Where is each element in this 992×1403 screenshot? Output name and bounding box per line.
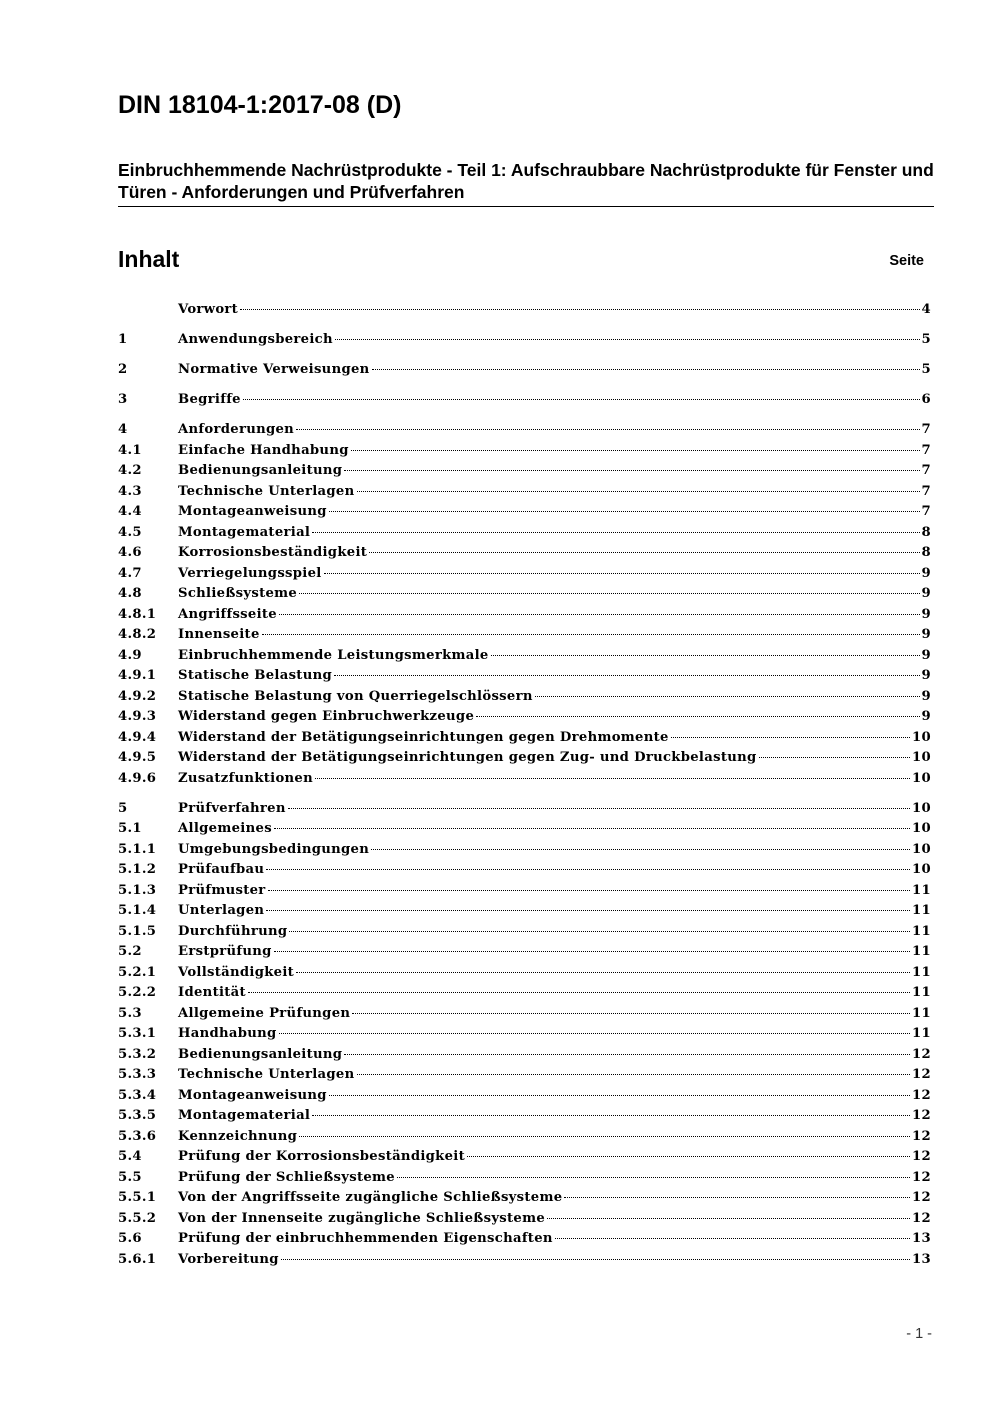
toc-entry-number: 5.6.1 xyxy=(118,1251,157,1267)
document-id: DIN 18104-1:2017-08 (D) xyxy=(118,91,402,119)
toc-entry-page: 11 xyxy=(912,923,931,939)
toc-entry-title: Widerstand der Betätigungseinrichtungen gegen Drehmomente xyxy=(178,729,669,745)
toc-entry-title: Zusatzfunktionen xyxy=(178,770,314,786)
toc-leader-dots xyxy=(296,429,919,430)
toc-entry-number: 4.6 xyxy=(118,545,142,560)
toc-entry-page: 10 xyxy=(912,841,931,857)
toc-entry-page: 11 xyxy=(912,1026,931,1041)
toc-entry-page: 7 xyxy=(921,463,931,478)
toc-entry-number: 2 xyxy=(118,362,128,377)
toc-entry[interactable] xyxy=(118,1127,931,1148)
toc-entry[interactable] xyxy=(118,1045,931,1066)
toc-leader-dots xyxy=(296,972,910,973)
toc-entry-page: 12 xyxy=(912,1210,931,1226)
toc-entry-page: 13 xyxy=(912,1231,931,1246)
toc-entry[interactable] xyxy=(118,922,931,943)
toc-entry-title: Einfache Handhabung xyxy=(178,442,349,458)
toc-entry-title: Prüfmuster xyxy=(178,882,266,898)
toc-entry[interactable] xyxy=(118,728,931,749)
toc-leader-dots xyxy=(547,1218,910,1219)
toc-entry-title: Handhabung xyxy=(178,1026,277,1041)
toc-entry-number: 5.5.1 xyxy=(118,1190,157,1205)
toc-leader-dots xyxy=(369,552,919,553)
toc-leader-dots xyxy=(371,849,910,850)
toc-entry-number: 5.1.3 xyxy=(118,882,157,898)
toc-entry[interactable] xyxy=(118,584,931,605)
table-of-contents xyxy=(118,300,931,1270)
toc-entry-title: Montageanweisung xyxy=(178,1087,327,1103)
toc-leader-dots xyxy=(329,511,920,512)
toc-entry[interactable] xyxy=(118,1024,931,1045)
toc-entry[interactable] xyxy=(118,963,931,984)
toc-entry-title: Umgebungsbedingungen xyxy=(178,841,370,857)
toc-entry-page: 12 xyxy=(912,1087,931,1103)
toc-entry[interactable] xyxy=(118,1086,931,1107)
toc-entry-page: 9 xyxy=(921,688,931,704)
toc-entry[interactable] xyxy=(118,687,931,708)
toc-entry[interactable] xyxy=(118,1065,931,1086)
toc-entry[interactable] xyxy=(118,441,931,462)
toc-entry[interactable] xyxy=(118,543,931,564)
toc-entry-number: 4.1 xyxy=(118,442,142,458)
toc-entry-page: 10 xyxy=(912,821,931,836)
toc-entry-title: Normative Verweisungen xyxy=(178,362,370,377)
toc-entry-page: 12 xyxy=(912,1108,931,1123)
toc-entry-page: 12 xyxy=(912,1067,931,1082)
toc-entry-number: 1 xyxy=(118,332,128,347)
toc-leader-dots xyxy=(324,573,920,574)
toc-entry-number: 5.1.5 xyxy=(118,923,157,939)
toc-leader-dots xyxy=(372,369,920,370)
toc-leader-dots xyxy=(491,655,920,656)
toc-leader-dots xyxy=(357,1074,911,1075)
toc-entry-page: 12 xyxy=(912,1149,931,1164)
toc-entry-title: Prüfung der einbruchhemmenden Eigenschaften xyxy=(178,1231,553,1246)
toc-entry-number: 5.4 xyxy=(118,1149,142,1164)
toc-entry-number: 5.2.2 xyxy=(118,985,157,1000)
toc-entry-title: Allgemeine Prüfungen xyxy=(178,1005,351,1021)
toc-entry-page: 10 xyxy=(912,729,931,745)
toc-entry-number: 4.8.1 xyxy=(118,606,157,622)
toc-leader-dots xyxy=(329,1095,910,1096)
toc-entry-title: Prüfung der Korrosionsbeständigkeit xyxy=(178,1149,466,1164)
toc-entry-title: Innenseite xyxy=(178,627,260,642)
toc-entry-title: Schließsysteme xyxy=(178,586,298,601)
toc-leader-dots xyxy=(535,696,920,697)
toc-entry-title: Verriegelungsspiel xyxy=(178,565,322,581)
toc-entry-page: 10 xyxy=(912,770,931,786)
toc-entry[interactable] xyxy=(118,942,931,963)
toc-entry[interactable] xyxy=(118,983,931,1004)
toc-entry[interactable] xyxy=(118,1229,931,1250)
toc-entry[interactable] xyxy=(118,769,931,790)
toc-entry[interactable] xyxy=(118,840,931,861)
toc-entry[interactable] xyxy=(118,819,931,840)
title-divider xyxy=(118,206,934,207)
toc-entry-title: Allgemeines xyxy=(178,821,272,836)
toc-entry-page: 10 xyxy=(912,750,931,765)
toc-entry-page: 11 xyxy=(912,882,931,898)
toc-leader-dots xyxy=(352,1013,910,1014)
toc-entry-number: 5.3.3 xyxy=(118,1067,157,1082)
toc-entry-title: Prüfverfahren xyxy=(178,800,286,816)
toc-entry-page: 13 xyxy=(912,1251,931,1267)
toc-leader-dots xyxy=(281,1259,910,1260)
toc-entry-title: Von der Angriffsseite zugängliche Schließsysteme xyxy=(178,1190,563,1205)
toc-entry-number: 4.8.2 xyxy=(118,627,157,642)
toc-entry-title: Anforderungen xyxy=(178,422,295,437)
toc-entry-number: 5.6 xyxy=(118,1231,142,1246)
toc-entry[interactable] xyxy=(118,707,931,728)
toc-leader-dots xyxy=(467,1156,910,1157)
toc-entry[interactable] xyxy=(118,1168,931,1189)
toc-entry[interactable] xyxy=(118,300,931,321)
toc-entry-title: Vollständigkeit xyxy=(178,964,295,980)
toc-entry-number: 3 xyxy=(118,392,128,407)
toc-leader-dots xyxy=(476,716,919,717)
page-column-label: Seite xyxy=(889,253,924,269)
toc-entry[interactable] xyxy=(118,360,931,381)
toc-heading: Inhalt xyxy=(118,246,180,272)
toc-leader-dots xyxy=(312,1115,910,1116)
toc-entry-title: Statische Belastung xyxy=(178,668,332,683)
toc-entry[interactable] xyxy=(118,1004,931,1025)
toc-entry-page: 9 xyxy=(921,586,931,601)
toc-leader-dots xyxy=(262,634,920,635)
toc-leader-dots xyxy=(299,1136,910,1137)
toc-entry-number: 5.3.1 xyxy=(118,1026,157,1041)
toc-entry-page: 9 xyxy=(921,606,931,622)
toc-entry-title: Prüfaufbau xyxy=(178,862,265,877)
toc-leader-dots xyxy=(671,737,910,738)
toc-entry-title: Prüfung der Schließsysteme xyxy=(178,1169,395,1185)
toc-entry-number: 4.9.1 xyxy=(118,668,157,683)
toc-entry[interactable] xyxy=(118,523,931,544)
toc-entry-page: 9 xyxy=(921,668,931,683)
toc-entry[interactable] xyxy=(118,605,931,626)
toc-entry[interactable] xyxy=(118,625,931,646)
toc-entry[interactable] xyxy=(118,461,931,482)
toc-entry-number: 5.3.4 xyxy=(118,1087,157,1103)
toc-entry-number: 5.5.2 xyxy=(118,1210,157,1226)
toc-entry[interactable] xyxy=(118,1147,931,1168)
toc-entry-page: 12 xyxy=(912,1169,931,1185)
toc-entry-title: Angriffsseite xyxy=(178,606,277,622)
toc-entry-page: 9 xyxy=(921,647,931,663)
toc-entry[interactable] xyxy=(118,748,931,769)
toc-entry-page: 7 xyxy=(921,483,931,499)
toc-entry-title: Widerstand der Betätigungseinrichtungen gegen Zug- und Druckbelastung xyxy=(178,750,757,765)
toc-entry-number: 5.3.5 xyxy=(118,1108,157,1123)
toc-entry-page: 8 xyxy=(921,545,931,560)
toc-entry-title: Von der Innenseite zugängliche Schließsysteme xyxy=(178,1210,546,1226)
toc-leader-dots xyxy=(299,593,919,594)
toc-entry-number: 5.2 xyxy=(118,944,142,959)
toc-leader-dots xyxy=(555,1238,910,1239)
toc-leader-dots xyxy=(274,828,910,829)
toc-entry-page: 12 xyxy=(912,1046,931,1062)
toc-entry-page: 10 xyxy=(912,862,931,877)
toc-entry-title: Widerstand gegen Einbruchwerkzeuge xyxy=(178,709,475,724)
toc-entry-page: 9 xyxy=(921,709,931,724)
toc-entry-number: 4.7 xyxy=(118,565,142,581)
toc-leader-dots xyxy=(248,992,910,993)
toc-leader-dots xyxy=(335,339,920,340)
toc-entry-title: Identität xyxy=(178,985,246,1000)
toc-leader-dots xyxy=(315,778,910,779)
toc-entry[interactable] xyxy=(118,1250,931,1271)
toc-leader-dots xyxy=(243,399,920,400)
toc-entry-title: Korrosionsbeständigkeit xyxy=(178,545,368,560)
toc-entry-title: Bedienungsanleitung xyxy=(178,463,343,478)
toc-leader-dots xyxy=(312,532,919,533)
toc-entry-title: Kennzeichnung xyxy=(178,1128,298,1144)
toc-entry-number: 5.3 xyxy=(118,1005,142,1021)
toc-entry[interactable] xyxy=(118,1209,931,1230)
document-title: Einbruchhemmende Nachrüstprodukte - Teil 1: Aufschraubbare Nachrüstprodukte für Fenster und Türen - Anforderungen und Prüfverfahren xyxy=(118,160,934,202)
toc-entry-title: Einbruchhemmende Leistungsmerkmale xyxy=(178,647,489,663)
toc-entry-number: 4.2 xyxy=(118,463,142,478)
toc-entry-title: Erstprüfung xyxy=(178,944,272,959)
toc-entry-title: Anwendungsbereich xyxy=(178,332,333,347)
toc-leader-dots xyxy=(344,1054,910,1055)
toc-entry[interactable] xyxy=(118,881,931,902)
toc-entry-page: 8 xyxy=(921,524,931,540)
toc-entry-title: Vorbereitung xyxy=(178,1251,279,1267)
toc-leader-dots xyxy=(279,1033,910,1034)
toc-entry-number: 4 xyxy=(118,422,128,437)
toc-entry[interactable] xyxy=(118,482,931,503)
toc-entry-page: 9 xyxy=(921,627,931,642)
toc-leader-dots xyxy=(564,1197,910,1198)
toc-entry-page: 9 xyxy=(921,565,931,581)
toc-entry-title: Statische Belastung von Querriegelschlössern xyxy=(178,688,533,704)
toc-entry-number: 5 xyxy=(118,800,128,816)
toc-entry[interactable] xyxy=(118,799,931,820)
toc-leader-dots xyxy=(279,614,920,615)
toc-entry[interactable] xyxy=(118,646,931,667)
toc-leader-dots xyxy=(240,309,919,310)
toc-entry-number: 5.2.1 xyxy=(118,964,157,980)
toc-leader-dots xyxy=(334,675,920,676)
toc-entry-title: Durchführung xyxy=(178,923,288,939)
toc-entry-title: Begriffe xyxy=(178,392,241,407)
toc-leader-dots xyxy=(268,890,911,891)
toc-entry[interactable] xyxy=(118,564,931,585)
toc-entry[interactable] xyxy=(118,666,931,687)
toc-entry-page: 6 xyxy=(921,392,931,407)
toc-leader-dots xyxy=(397,1177,910,1178)
toc-entry-number: 4.9.4 xyxy=(118,729,157,745)
toc-entry-number: 5.1.4 xyxy=(118,903,157,918)
toc-entry-title: Technische Unterlagen xyxy=(178,483,355,499)
toc-entry[interactable] xyxy=(118,1106,931,1127)
toc-entry-number: 4.9.3 xyxy=(118,709,157,724)
toc-entry[interactable] xyxy=(118,860,931,881)
toc-entry-page: 11 xyxy=(912,903,931,918)
toc-entry-number: 4.9.6 xyxy=(118,770,157,786)
toc-entry-page: 11 xyxy=(912,985,931,1000)
toc-entry-page: 7 xyxy=(921,442,931,458)
toc-entry-title: Bedienungsanleitung xyxy=(178,1046,343,1062)
toc-leader-dots xyxy=(357,491,920,492)
footer-page-number: - 1 - xyxy=(906,1326,932,1342)
toc-leader-dots xyxy=(289,931,910,932)
toc-entry-title: Unterlagen xyxy=(178,903,265,918)
toc-entry-title: Technische Unterlagen xyxy=(178,1067,355,1082)
toc-entry-number: 5.3.2 xyxy=(118,1046,157,1062)
toc-entry-number: 5.5 xyxy=(118,1169,142,1185)
toc-entry-title: Montagematerial xyxy=(178,524,311,540)
toc-entry-title: Montageanweisung xyxy=(178,504,327,519)
toc-entry-page: 12 xyxy=(912,1190,931,1205)
toc-leader-dots xyxy=(288,808,910,809)
toc-entry-number: 4.3 xyxy=(118,483,142,499)
toc-entry-number: 4.8 xyxy=(118,586,142,601)
toc-leader-dots xyxy=(759,757,911,758)
toc-entry-page: 11 xyxy=(912,964,931,980)
toc-entry-number: 4.9.5 xyxy=(118,750,157,765)
toc-entry-number: 5.1 xyxy=(118,821,142,836)
toc-entry[interactable] xyxy=(118,390,931,411)
toc-leader-dots xyxy=(266,910,910,911)
toc-entry-number: 4.9.2 xyxy=(118,688,157,704)
toc-entry[interactable] xyxy=(118,330,931,351)
toc-entry-page: 7 xyxy=(921,422,931,437)
toc-leader-dots xyxy=(274,951,910,952)
toc-entry-number: 4.5 xyxy=(118,524,142,540)
toc-entry-number: 4.9 xyxy=(118,647,142,663)
toc-entry-page: 11 xyxy=(912,1005,931,1021)
toc-entry[interactable] xyxy=(118,420,931,441)
toc-entry-page: 5 xyxy=(921,332,931,347)
toc-entry-title: Vorwort xyxy=(178,302,239,317)
toc-entry-page: 11 xyxy=(912,944,931,959)
toc-entry-number: 5.1.2 xyxy=(118,862,157,877)
toc-entry-page: 12 xyxy=(912,1128,931,1144)
toc-entry-page: 10 xyxy=(912,800,931,816)
toc-entry[interactable] xyxy=(118,502,931,523)
toc-entry-page: 5 xyxy=(921,362,931,377)
toc-entry-page: 4 xyxy=(921,302,931,317)
toc-leader-dots xyxy=(266,869,910,870)
toc-leader-dots xyxy=(351,450,920,451)
toc-entry-page: 7 xyxy=(921,504,931,519)
toc-entry-number: 5.3.6 xyxy=(118,1128,157,1144)
toc-entry-number: 4.4 xyxy=(118,504,142,519)
toc-entry-number: 5.1.1 xyxy=(118,841,157,857)
toc-entry[interactable] xyxy=(118,1188,931,1209)
toc-entry[interactable] xyxy=(118,901,931,922)
toc-entry-title: Montagematerial xyxy=(178,1108,311,1123)
toc-leader-dots xyxy=(344,470,919,471)
